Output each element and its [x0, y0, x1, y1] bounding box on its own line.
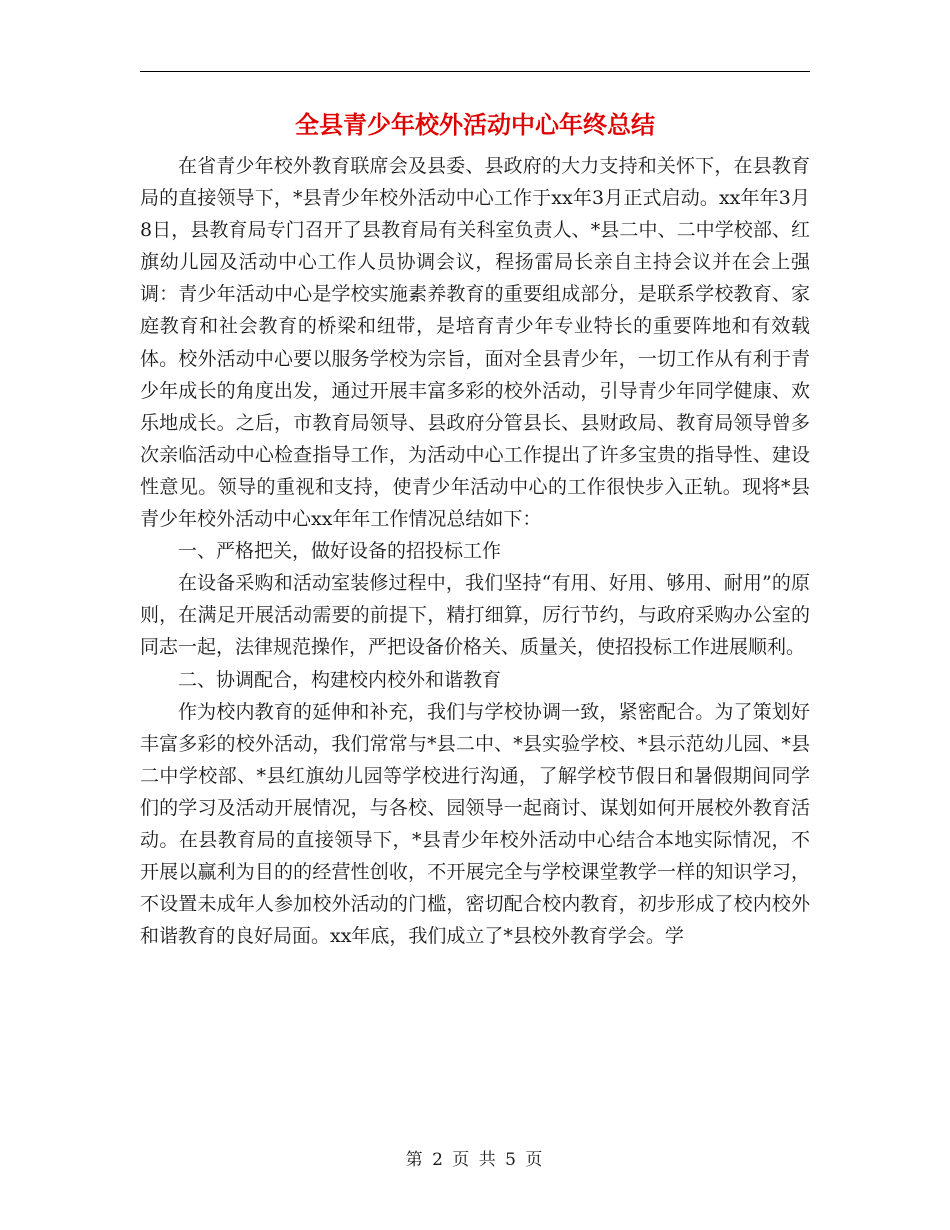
- paragraph-section-2: 作为校内教育的延伸和补充，我们与学校协调一致，紧密配合。为了策划好丰富多彩的校外活动，我们常常与*县二中、*县实验学校、*县示范幼儿园、*县二中学校部、*县红旗幼儿园等学校进行沟通，了解学校节假日和暑假期间同学们的学习及活动开展情况，与各校、园领导一起商讨、谋划如何开展校外教育活动。在县教育局的直接领导下，*县青少年校外活动中心结合本地实际情况，不开展以赢利为目的的经营性创收，不开展完全与学校课堂教学一样的知识学习，不设置未成年人参加校外活动的门槛，密切配合校内教育，初步形成了校内校外和谐教育的良好局面。xx年底，我们成立了*县校外教育学会。学: [140, 700, 810, 948]
- document-body: [140, 150, 810, 952]
- paragraph-section-1: 在设备采购和活动室装修过程中，我们坚持“有用、好用、够用、耐用”的原则，在满足开展活动需要的前提下，精打细算，厉行节约，与政府采购办公室的同志一起，法律规范操作，严把设备价格关、质量关，使招投标工作进展顺利。: [140, 572, 810, 659]
- section-heading-1: 一、严格把关，做好设备的招投标工作: [178, 540, 502, 563]
- page-number-label: 第 2 页 共 5 页: [405, 1150, 545, 1170]
- paragraph-intro: 在省青少年校外教育联席会及县委、县政府的大力支持和关怀下，在县教育局的直接领导下，*县青少年校外活动中心工作于xx年3月正式启动。xx年年3月8日，县教育局专门召开了县教育局有关科室负责人、*县二中、二中学校部、红旗幼儿园及活动中心工作人员协调会议，程扬雷局长亲自主持会议并在会上强调：青少年活动中心是学校实施素养教育的重要组成部分，是联系学校教育、家庭教育和社会教育的桥梁和纽带，是培育青少年专业特长的重要阵地和有效载体。校外活动中心要以服务学校为宗旨，面对全县青少年，一切工作从有利于青少年成长的角度出发，通过开展丰富多彩的校外活动，引导青少年同学健康、欢乐地成长。之后，市教育局领导、县政府分管县长、县财政局、教育局领导曾多次亲临活动中心检查指导工作，为活动中心工作提出了许多宝贵的指导性、建设性意见。领导的重视和支持，使青少年活动中心的工作很快步入正轨。现将*县青少年校外活动中心xx年年工作情况总结如下：: [140, 155, 810, 531]
- section-heading-2: 二、协调配合，构建校内校外和谐教育: [178, 668, 502, 691]
- page-footer: [0, 1148, 950, 1172]
- document-title: 全县青少年校外活动中心年终总结: [295, 111, 655, 139]
- header-rule: [140, 71, 810, 72]
